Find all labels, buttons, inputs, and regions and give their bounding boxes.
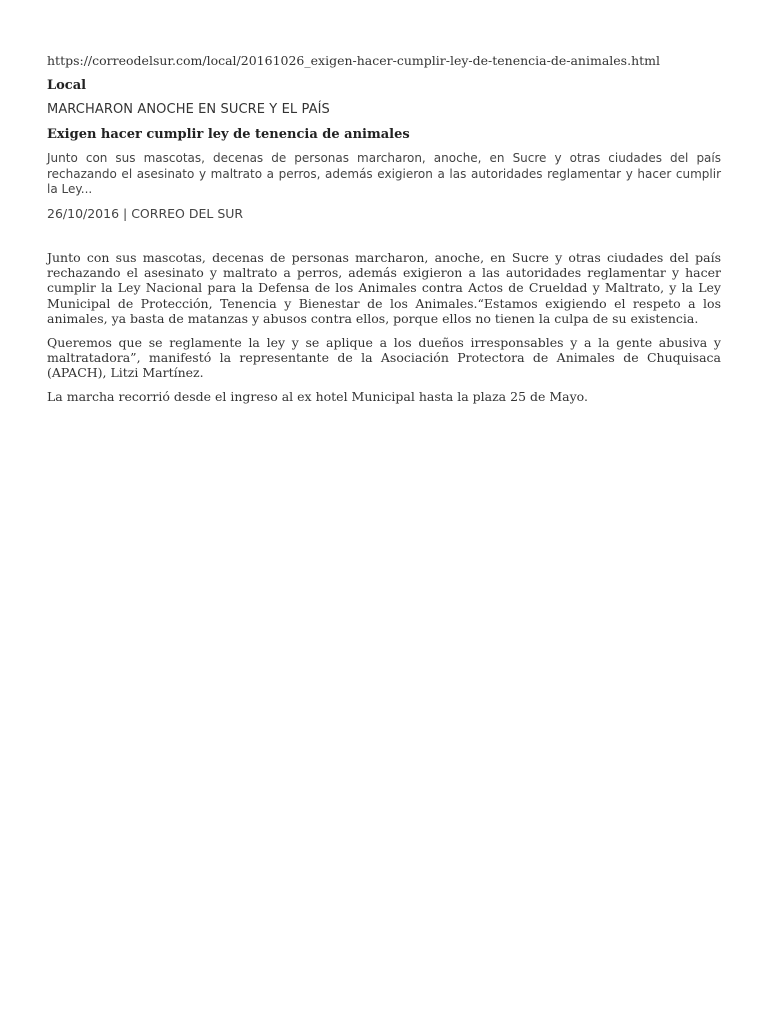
body-paragraph: La marcha recorrió desde el ingreso al ex hotel Municipal hasta la plaza 25 de Mayo. xyxy=(47,388,588,404)
source-url[interactable]: https://correodelsur.com/local/20161026_exigen-hacer-cumplir-ley-de-tenencia-de-animales.html xyxy=(47,53,660,68)
body-paragraph: Junto con sus mascotas, decenas de personas marcharon, anoche, en Sucre y otras ciudades del país rechazando el asesinato y maltrato a perros, además exigieron a las autoridades reglamentar y hacer cumplir la Ley Nacional para la Defensa de los Animales contra Actos de Crueldad y Maltrato, y la Ley Municipal de Protección, Tenencia y Bienestar de los Animales.“Estamos exigiendo el respeto a los animales, ya basta de matanzas y abusos contra ellos, porque ellos no tienen la culpa de su existencia. xyxy=(47,249,721,327)
article-lead: Junto con sus mascotas, decenas de personas marcharon, anoche, en Sucre y otras ciudades del país rechazando el asesinato y maltrato a perros, además exigieron a las autoridades reglamentar y hacer cumplir la Ley... xyxy=(47,151,721,196)
article-body xyxy=(47,250,721,405)
article-page xyxy=(47,52,721,412)
article-kicker: MARCHARON ANOCHE EN SUCRE Y EL PAÍS xyxy=(47,102,330,117)
body-paragraph: Queremos que se reglamente la ley y se aplique a los dueños irresponsables y a la gente abusiva y maltratadora”, manifestó la representante de la Asociación Protectora de Animales de Chuquisaca (APACH), Litzi Martínez. xyxy=(47,334,721,381)
section-label: Local xyxy=(47,78,87,93)
article-dateline: 26/10/2016 | CORREO DEL SUR xyxy=(47,205,244,221)
article-headline: Exigen hacer cumplir ley de tenencia de animales xyxy=(47,127,410,142)
